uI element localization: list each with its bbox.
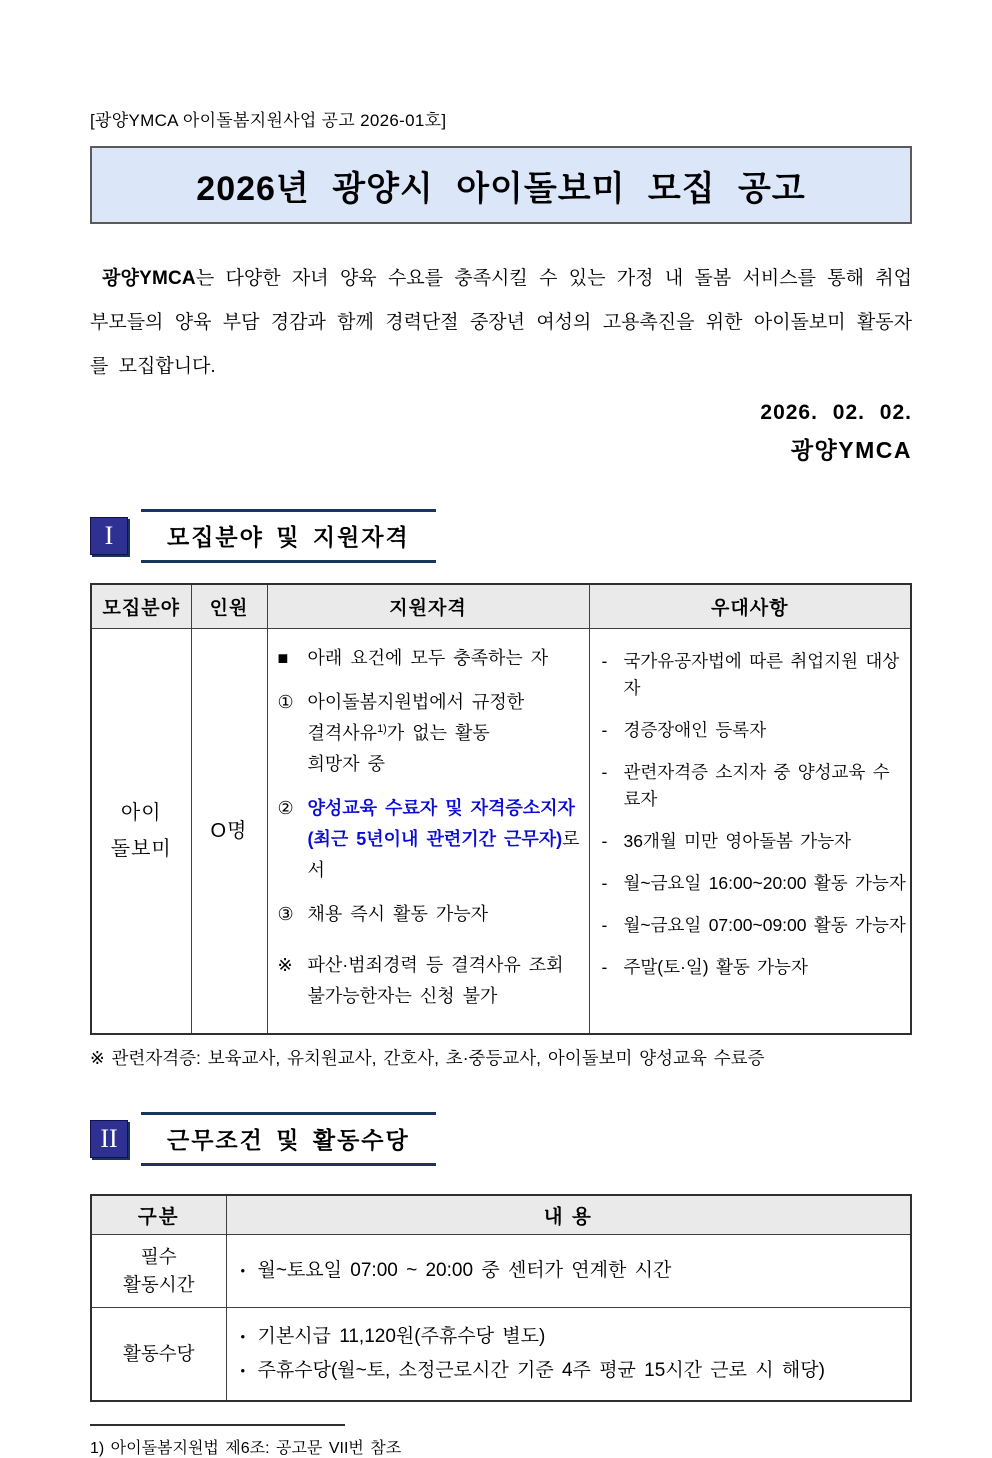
recruit-field-line1: 아이: [120, 801, 162, 824]
qual2-blue-line2: (최근 5년이내 관련기간 근무자): [307, 828, 563, 849]
conditions-row-pay: [91, 1308, 911, 1402]
bullet-item: [241, 1354, 901, 1388]
footnote-ref-mark: 1): [377, 722, 387, 735]
preference-item: [602, 828, 907, 855]
row-label-allowance: [91, 1308, 226, 1402]
label-line: 활동수당: [123, 1343, 195, 1364]
recruitment-table-header-row: [91, 584, 911, 628]
dash-icon: -: [601, 650, 608, 671]
qualification-caution: [278, 950, 583, 1012]
dash-icon: -: [601, 872, 608, 893]
page-title: 2026년 광양시 아이돌보미 모집 공고: [196, 169, 806, 208]
title-box: [90, 146, 912, 224]
header-preferences: 우대사항: [589, 584, 911, 628]
header-category: 구분: [91, 1195, 226, 1235]
caution-line2: 불가능한자는 신청 불가: [307, 985, 498, 1006]
section2-numeral-badge: II: [90, 1120, 128, 1158]
base-pay-text: 기본시급 11,120원(주휴수당 별도): [257, 1326, 546, 1347]
recruitment-table-body-row: [91, 628, 911, 1034]
header-headcount: 인원: [191, 584, 267, 628]
bullet-item: [241, 1320, 901, 1354]
announce-org: 광양YMCA: [790, 437, 912, 463]
header-recruit-field: 모집분야: [91, 584, 191, 628]
cell-preferences: [589, 628, 911, 1034]
weekly-pay-text: 주휴수당(월~토, 소정근로시간 기준 4주 평균 15시간 근로 시 해당): [257, 1360, 825, 1381]
announce-date: 2026. 02. 02.: [760, 401, 912, 424]
circled-2-icon: ②: [277, 797, 294, 818]
qual1-line2-pre: 결격사유: [307, 722, 378, 743]
header-qualifications: 지원자격: [267, 584, 589, 628]
preference-text: 경증장애인 등록자: [623, 719, 767, 740]
footnote: 1) 아이돌봄지원법 제6조: 공고문 VII번 참조: [90, 1440, 402, 1457]
conditions-table-header-row: [91, 1195, 911, 1235]
square-bullet-icon: ■: [277, 647, 289, 668]
bullet-icon: •: [240, 1363, 246, 1378]
dash-icon: -: [601, 956, 608, 977]
qualification-item-1: [278, 687, 583, 780]
label-line: 필수: [140, 1246, 177, 1267]
cell-required-hours: [226, 1235, 911, 1308]
preference-text: 국가유공자법에 따른 취업지원 대상자: [623, 650, 900, 698]
intro-paragraph: [90, 257, 912, 389]
qualification-header-text: 아래 요건에 모두 충족하는 자: [307, 647, 549, 668]
bullet-item: [241, 1254, 901, 1288]
preference-item: [602, 870, 907, 897]
bullet-icon: •: [240, 1329, 246, 1344]
bullet-icon: •: [240, 1263, 246, 1278]
preference-item: [602, 759, 907, 813]
row-label-required-hours: [91, 1235, 226, 1308]
conditions-row-hours: [91, 1235, 911, 1308]
intro-org-bold: 광양YMCA: [102, 268, 196, 289]
doc-number: [광양YMCA 아이돌봄지원사업 공고 2026-01호]: [90, 111, 447, 130]
circled-1-icon: ①: [277, 691, 294, 712]
section2-heading: [90, 1112, 912, 1166]
qual1-line2-post: 가 없는 활동: [386, 722, 490, 743]
preference-text: 월~금요일 16:00~20:00 활동 가능자: [623, 872, 906, 893]
certificates-note: ※ 관련자격증: 보육교사, 유치원교사, 간호사, 초·중등교사, 아이돌보미 양성교육 수료증: [90, 1047, 765, 1068]
cell-qualifications: [267, 628, 589, 1034]
preference-item: [602, 648, 907, 702]
qual2-suffix: 로서: [307, 828, 580, 880]
header-content: 내 용: [226, 1195, 911, 1235]
preference-item: [602, 954, 907, 981]
qualification-requirement-header: [278, 643, 583, 674]
section1-title: 모집분야 및 지원자격: [141, 509, 436, 563]
qual1-line3: 희망자 중: [307, 753, 386, 774]
preference-text: 주말(토·일) 활동 가능자: [623, 956, 808, 977]
qualification-item-3: [278, 899, 583, 930]
intro-text: 는 다양한 자녀 양육 수요를 충족시킬 수 있는 가정 내 돌봄 서비스를 통해 취업 부모들의 양육 부담 경감과 함께 경력단절 중장년 여성의 고용촉진을 위한 아이돌보미 활동자를 모집합니다.: [90, 268, 912, 377]
recruitment-table: [90, 583, 912, 1035]
footnote-divider: [90, 1424, 345, 1426]
cell-headcount: O명: [191, 628, 267, 1034]
reference-mark-icon: ※: [277, 954, 293, 975]
preference-item: [602, 717, 907, 744]
qual1-line2: [308, 718, 583, 749]
qual3-text: 채용 즉시 활동 가능자: [307, 903, 488, 924]
recruit-field-line2: 돌보미: [110, 837, 172, 860]
preference-text: 관련자격증 소지자 중 양성교육 수료자: [623, 761, 890, 809]
qual2-blue-line1: 양성교육 수료자 및 자격증소지자: [307, 797, 575, 818]
dash-icon: -: [601, 761, 608, 782]
qual1-line1: 아이돌봄지원법에서 규정한: [307, 691, 525, 712]
qual2-line2: [308, 824, 583, 886]
dash-icon: -: [601, 914, 608, 935]
hours-text: 월~토요일 07:00 ~ 20:00 중 센터가 연계한 시간: [257, 1260, 672, 1281]
circled-3-icon: ③: [277, 903, 294, 924]
label-line: 활동시간: [123, 1274, 195, 1295]
preference-item: [602, 912, 907, 939]
preference-text: 월~금요일 07:00~09:00 활동 가능자: [623, 914, 906, 935]
cell-allowance: [226, 1308, 911, 1402]
caution-line1: 파산·범죄경력 등 결격사유 조회: [307, 954, 564, 975]
qualification-item-2: [278, 793, 583, 886]
cell-recruit-field: [91, 628, 191, 1034]
section1-numeral-badge: I: [90, 517, 128, 555]
section1-heading: [90, 509, 912, 563]
dash-icon: -: [601, 719, 608, 740]
section2-title: 근무조건 및 활동수당: [141, 1112, 436, 1166]
dash-icon: -: [601, 830, 608, 851]
preference-text: 36개월 미만 영아돌봄 가능자: [623, 830, 852, 851]
conditions-table: [90, 1194, 912, 1403]
